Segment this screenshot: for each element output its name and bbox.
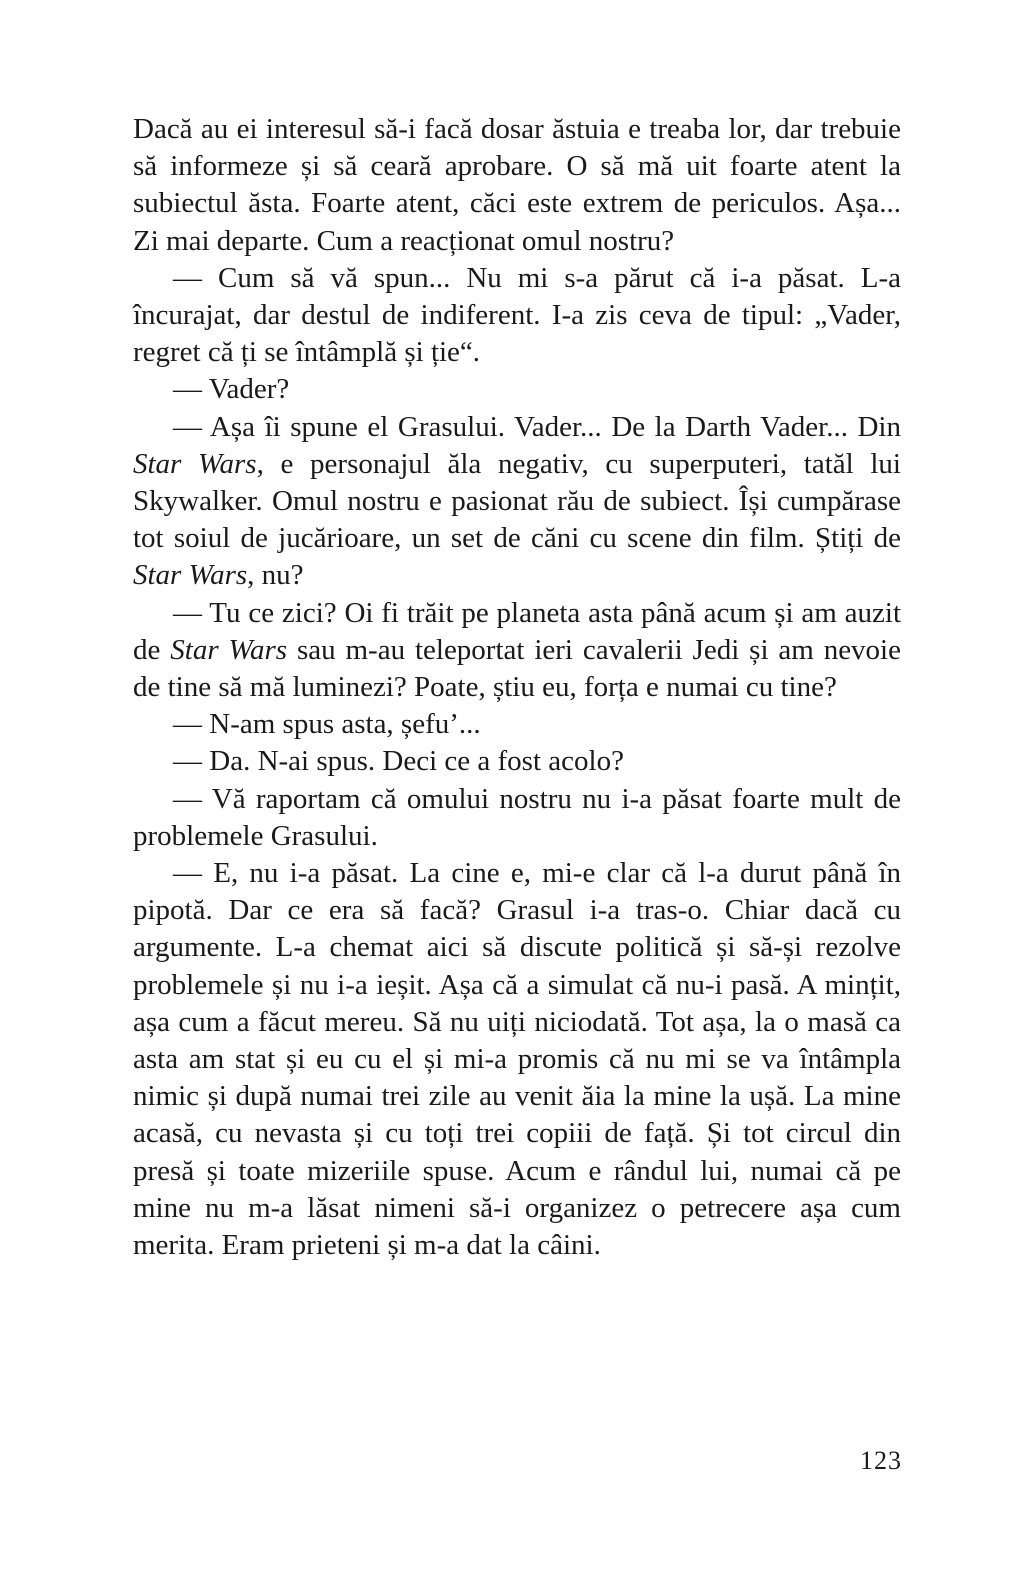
dialogue-line	[133, 706, 901, 743]
italic-title: Star Wars	[133, 447, 257, 480]
paragraph-text: , e personajul ăla negativ, cu superputeri, tatăl lui Skywalker. Omul nostru e pasionat rău de subiect. Își cumpărase tot soiul de jucărioare, un set de căni cu scene din film. Știți de	[133, 447, 901, 555]
dialogue-line	[133, 260, 901, 372]
paragraph-text: — N-am spus asta, șefu’...	[173, 708, 481, 741]
paragraph-text: — Vader?	[173, 373, 290, 406]
dialogue-line	[133, 595, 901, 707]
dialogue-line	[133, 855, 901, 1264]
dialogue-line	[133, 743, 901, 780]
paragraph	[133, 111, 901, 260]
dialogue-line	[133, 409, 901, 595]
dialogue-line	[133, 781, 901, 855]
paragraph-text: , nu?	[247, 559, 304, 592]
italic-title: Star Wars	[170, 633, 288, 666]
paragraph-text: — Așa îi spune el Grasului. Vader... De la Darth Vader... Din	[173, 410, 901, 443]
paragraph-text: — Tu ce zici? Oi fi trăit pe planeta asta până acum și am auzit de	[133, 596, 901, 666]
paragraph-text: — Cum să vă spun... Nu mi s-a părut că i-a păsat. L-a încurajat, dar destul de indiferent. I-a zis ceva de tipul: „Vader, regret că ți se întâmplă și ție“.	[133, 261, 901, 369]
body-text	[133, 111, 901, 1264]
italic-title: Star Wars	[133, 559, 248, 592]
page-number: 123	[860, 1446, 902, 1475]
paragraph-text: sau m-au teleportat ieri cavalerii Jedi și am nevoie de tine să mă luminezi? Poate, știu eu, forța e numai cu tine?	[133, 633, 901, 704]
paragraph-text: — E, nu i-a păsat. La cine e, mi-e clar că l-a durut până în pipotă. Dar ce era să facă? Grasul i-a tras-o. Chiar dacă cu argumente. L-a chemat aici să discute politică și să-și rezolve problemele și nu i-a ieșit. Așa că a simulat că nu-i pasă. A mințit, așa cum a făcut mereu. Să nu uiți niciodată. Tot așa, la o masă ca asta am stat și eu cu el și mi-a promis că nu mi se va întâmpla nimic și după numai trei zile au venit ăia la mine la ușă. La mine acasă, cu nevasta și cu toți trei copiii de față. Și tot circul din presă și toate mizeriile spuse. Acum e rândul lui, numai că pe mine nu m-a lăsat nimeni să-i organizez o petrecere așa cum merita. Eram prieteni și m-a dat la câini.	[133, 857, 901, 1262]
paragraph-text: Dacă au ei interesul să-i facă dosar ăstuia e treaba lor, dar trebuie să informeze și să ceară aprobare. O să mă uit foarte atent la subiectul ăsta. Foarte atent, căci este extrem de periculos. Așa... Zi mai departe. Cum a reacționat omul nostru?	[133, 113, 901, 257]
dialogue-line	[133, 371, 901, 408]
paragraph-text: — Vă raportam că omului nostru nu i-a păsat foarte mult de problemele Grasului.	[133, 782, 901, 852]
paragraph-text: — Da. N-ai spus. Deci ce a fost acolo?	[173, 745, 624, 778]
